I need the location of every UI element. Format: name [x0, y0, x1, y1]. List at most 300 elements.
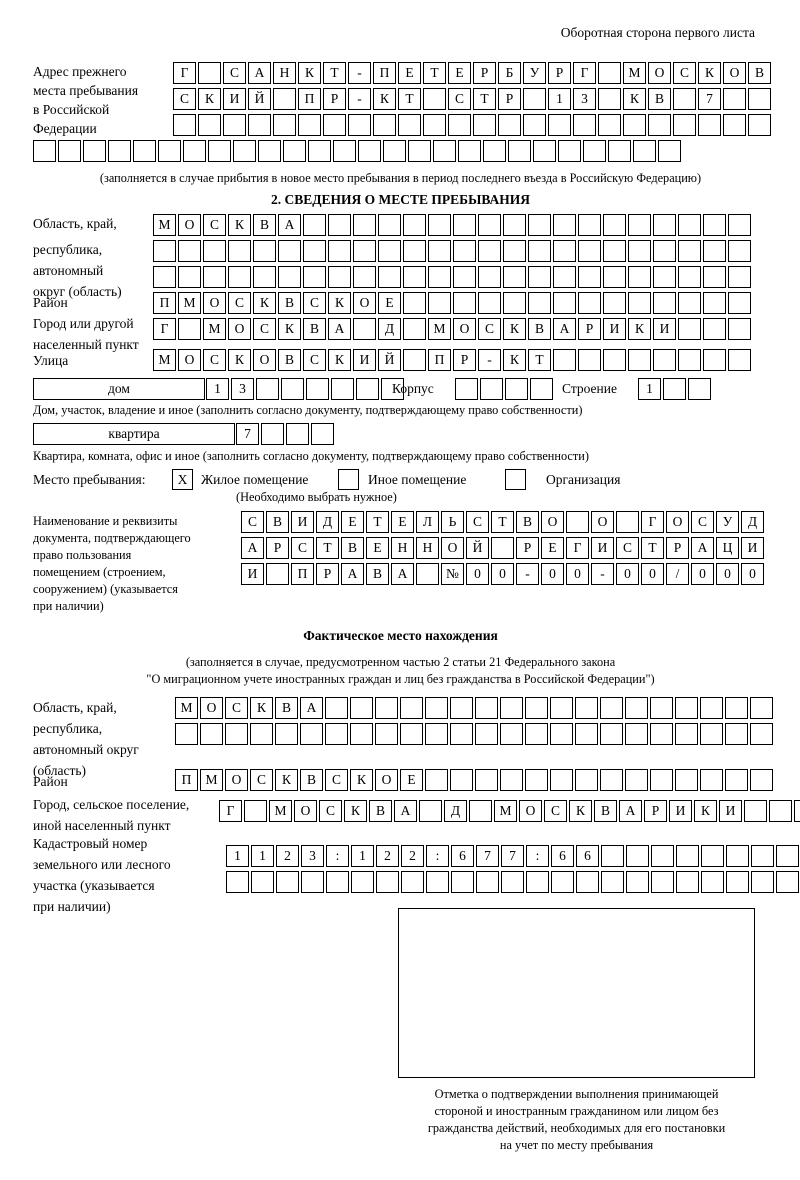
al-district-cell[interactable] [675, 769, 698, 791]
prev-address-cell[interactable]: 3 [573, 88, 596, 110]
prev-address-cell[interactable]: У [523, 62, 546, 84]
prev-address-cell[interactable] [583, 140, 606, 162]
al-region-cell[interactable] [550, 697, 573, 719]
prev-address-cell[interactable]: П [298, 88, 321, 110]
cadastral-cell[interactable] [701, 845, 724, 867]
al-region-cell[interactable] [525, 697, 548, 719]
al-region-cell[interactable]: М [175, 697, 198, 719]
street-cell[interactable]: К [328, 349, 351, 371]
city-cell[interactable]: О [453, 318, 476, 340]
stamp-box[interactable] [398, 908, 755, 1078]
region-cell[interactable] [603, 266, 626, 288]
street-cell[interactable]: В [278, 349, 301, 371]
region-cell[interactable] [378, 214, 401, 236]
al-city-row[interactable] [219, 800, 800, 822]
district-cell[interactable] [428, 292, 451, 314]
region-cell[interactable] [453, 214, 476, 236]
doc-cell[interactable]: Т [366, 511, 389, 533]
prev-address-cell[interactable]: С [448, 88, 471, 110]
prev-address-cell[interactable] [483, 140, 506, 162]
prev-address-cell[interactable] [398, 114, 421, 136]
prev-address-cell[interactable] [698, 114, 721, 136]
doc-cell[interactable] [566, 511, 589, 533]
region-cell[interactable] [428, 214, 451, 236]
al-city-cell[interactable]: К [344, 800, 367, 822]
cadastral-cell[interactable] [601, 871, 624, 893]
region-cell[interactable] [378, 240, 401, 262]
al-city-cell[interactable] [794, 800, 800, 822]
prev-address-cell[interactable] [573, 114, 596, 136]
stay-type-checkbox-organization[interactable] [505, 469, 526, 490]
doc-cell[interactable]: А [691, 537, 714, 559]
cadastral-cell[interactable] [751, 871, 774, 893]
city-cell[interactable]: И [653, 318, 676, 340]
city-cell[interactable]: К [628, 318, 651, 340]
al-region-cell[interactable] [475, 697, 498, 719]
al-region-cell[interactable] [650, 697, 673, 719]
al-region-cell[interactable]: С [225, 697, 248, 719]
region-cell[interactable]: М [153, 214, 176, 236]
doc-cell[interactable]: И [291, 511, 314, 533]
city-cell[interactable] [403, 318, 426, 340]
al-region-cell[interactable] [425, 723, 448, 745]
al-district-cell[interactable]: М [200, 769, 223, 791]
stay-type-checkbox-other[interactable] [338, 469, 359, 490]
district-cell[interactable] [478, 292, 501, 314]
house-cell[interactable] [356, 378, 379, 400]
city-cell[interactable] [353, 318, 376, 340]
region-cell[interactable] [278, 266, 301, 288]
cadastral-cell[interactable] [326, 871, 349, 893]
house-cell[interactable] [256, 378, 279, 400]
doc-cell[interactable]: В [366, 563, 389, 585]
house-number-row[interactable] [206, 378, 404, 400]
cadastral-cell[interactable]: 6 [551, 845, 574, 867]
cadastral-cell[interactable] [726, 871, 749, 893]
doc-cell[interactable]: А [341, 563, 364, 585]
doc-cell[interactable]: Т [316, 537, 339, 559]
flat-number-row[interactable] [236, 423, 334, 445]
prev-address-cell[interactable] [598, 62, 621, 84]
city-cell[interactable] [678, 318, 701, 340]
city-cell[interactable]: К [503, 318, 526, 340]
prev-address-cell[interactable] [348, 114, 371, 136]
doc-cell[interactable]: О [541, 511, 564, 533]
doc-cell[interactable]: Й [466, 537, 489, 559]
prev-address-cell[interactable] [533, 140, 556, 162]
al-district-cell[interactable] [750, 769, 773, 791]
doc-cell[interactable]: С [466, 511, 489, 533]
prev-address-cell[interactable]: Р [498, 88, 521, 110]
korpus-cell[interactable] [480, 378, 503, 400]
doc-cell[interactable]: С [241, 511, 264, 533]
prev-address-cell[interactable] [323, 114, 346, 136]
prev-address-row-3[interactable] [173, 114, 771, 136]
al-region-cell[interactable] [650, 723, 673, 745]
cadastral-cell[interactable] [226, 871, 249, 893]
district-cell[interactable] [628, 292, 651, 314]
al-district-cell[interactable] [625, 769, 648, 791]
city-cell[interactable]: Г [153, 318, 176, 340]
city-cell[interactable]: М [428, 318, 451, 340]
street-cell[interactable]: О [253, 349, 276, 371]
doc-cell[interactable]: - [516, 563, 539, 585]
doc-cell[interactable]: О [441, 537, 464, 559]
al-district-cell[interactable]: С [250, 769, 273, 791]
al-region-cell[interactable] [550, 723, 573, 745]
street-cell[interactable]: - [478, 349, 501, 371]
prev-address-cell[interactable]: О [723, 62, 746, 84]
street-cell[interactable] [653, 349, 676, 371]
doc-cell[interactable]: Т [641, 537, 664, 559]
region-cell[interactable] [203, 266, 226, 288]
region-cell[interactable] [528, 266, 551, 288]
al-region-cell[interactable] [750, 723, 773, 745]
city-cell[interactable]: С [253, 318, 276, 340]
prev-address-cell[interactable]: Р [548, 62, 571, 84]
prev-address-cell[interactable] [333, 140, 356, 162]
prev-address-cell[interactable] [358, 140, 381, 162]
stroenie-row[interactable] [638, 378, 711, 400]
district-cell[interactable] [653, 292, 676, 314]
street-cell[interactable]: К [503, 349, 526, 371]
region-cell[interactable] [253, 240, 276, 262]
al-region-cell[interactable] [275, 723, 298, 745]
prev-address-cell[interactable] [383, 140, 406, 162]
korpus-cell[interactable] [530, 378, 553, 400]
al-city-cell[interactable]: Д [444, 800, 467, 822]
street-cell[interactable]: С [303, 349, 326, 371]
doc-cell[interactable]: В [341, 537, 364, 559]
district-cell[interactable]: В [278, 292, 301, 314]
doc-cell[interactable]: В [266, 511, 289, 533]
flat-cell[interactable] [311, 423, 334, 445]
al-region-cell[interactable] [725, 697, 748, 719]
cadastral-cell[interactable] [651, 871, 674, 893]
street-cell[interactable]: И [353, 349, 376, 371]
cadastral-cell[interactable] [451, 871, 474, 893]
district-cell[interactable] [553, 292, 576, 314]
city-cell[interactable]: Р [578, 318, 601, 340]
prev-address-cell[interactable] [473, 114, 496, 136]
prev-address-cell[interactable] [208, 140, 231, 162]
prev-address-cell[interactable] [748, 88, 771, 110]
prev-address-cell[interactable]: Т [323, 62, 346, 84]
al-city-cell[interactable] [419, 800, 442, 822]
region-cell[interactable] [303, 266, 326, 288]
flat-cell[interactable]: 7 [236, 423, 259, 445]
cadastral-cell[interactable] [676, 871, 699, 893]
doc-cell[interactable]: У [716, 511, 739, 533]
region-cell[interactable] [478, 266, 501, 288]
region-cell[interactable] [178, 266, 201, 288]
al-city-cell[interactable]: С [544, 800, 567, 822]
al-region-cell[interactable] [675, 723, 698, 745]
prev-address-cell[interactable]: К [623, 88, 646, 110]
city-cell[interactable]: К [278, 318, 301, 340]
cadastral-cell[interactable] [701, 871, 724, 893]
doc-cell[interactable]: № [441, 563, 464, 585]
doc-cell[interactable]: Р [666, 537, 689, 559]
region-cell[interactable] [578, 214, 601, 236]
region-cell[interactable] [478, 214, 501, 236]
al-region-cell[interactable] [375, 723, 398, 745]
city-cell[interactable] [703, 318, 726, 340]
doc-cell[interactable]: Г [566, 537, 589, 559]
region-cell[interactable] [678, 214, 701, 236]
region-row-3[interactable] [153, 266, 751, 288]
prev-address-cell[interactable]: Г [573, 62, 596, 84]
prev-address-cell[interactable]: К [373, 88, 396, 110]
prev-address-cell[interactable] [633, 140, 656, 162]
district-cell[interactable]: О [203, 292, 226, 314]
region-cell[interactable] [728, 240, 751, 262]
prev-address-cell[interactable] [173, 114, 196, 136]
al-region-cell[interactable] [400, 697, 423, 719]
prev-address-cell[interactable] [308, 140, 331, 162]
al-region-cell[interactable] [350, 723, 373, 745]
al-city-cell[interactable]: А [394, 800, 417, 822]
cadastral-cell[interactable] [651, 845, 674, 867]
street-cell[interactable]: С [203, 349, 226, 371]
street-cell[interactable] [628, 349, 651, 371]
region-cell[interactable] [253, 266, 276, 288]
stroenie-cell[interactable]: 1 [638, 378, 661, 400]
region-cell[interactable] [578, 266, 601, 288]
district-cell[interactable] [603, 292, 626, 314]
doc-cell[interactable]: Ц [716, 537, 739, 559]
prev-address-cell[interactable] [283, 140, 306, 162]
al-city-cell[interactable]: М [269, 800, 292, 822]
doc-cell[interactable]: П [291, 563, 314, 585]
region-cell[interactable] [503, 266, 526, 288]
street-cell[interactable] [553, 349, 576, 371]
prev-address-cell[interactable] [83, 140, 106, 162]
al-district-cell[interactable] [650, 769, 673, 791]
region-cell[interactable] [553, 240, 576, 262]
al-region-cell[interactable] [600, 723, 623, 745]
region-cell[interactable] [378, 266, 401, 288]
al-region-cell[interactable] [400, 723, 423, 745]
prev-address-cell[interactable] [158, 140, 181, 162]
street-cell[interactable] [703, 349, 726, 371]
house-cell[interactable] [331, 378, 354, 400]
prev-address-cell[interactable] [233, 140, 256, 162]
stay-type-option-other[interactable]: Иное помещение [368, 472, 467, 487]
al-region-cell[interactable] [725, 723, 748, 745]
al-region-cell[interactable] [250, 723, 273, 745]
district-cell[interactable] [728, 292, 751, 314]
prev-address-cell[interactable] [298, 114, 321, 136]
al-district-cell[interactable] [700, 769, 723, 791]
stay-type-checkbox-residential[interactable]: X [172, 469, 193, 490]
street-cell[interactable]: К [228, 349, 251, 371]
al-region-cell[interactable] [625, 723, 648, 745]
prev-address-cell[interactable]: М [623, 62, 646, 84]
prev-address-cell[interactable] [108, 140, 131, 162]
doc-cell[interactable]: 0 [691, 563, 714, 585]
al-district-cell[interactable]: Е [400, 769, 423, 791]
region-cell[interactable] [728, 266, 751, 288]
district-cell[interactable]: М [178, 292, 201, 314]
al-region-cell[interactable]: О [200, 697, 223, 719]
doc-cell[interactable]: Т [491, 511, 514, 533]
street-cell[interactable] [403, 349, 426, 371]
region-cell[interactable]: А [278, 214, 301, 236]
cadastral-cell[interactable] [276, 871, 299, 893]
doc-cell[interactable] [616, 511, 639, 533]
al-region-cell[interactable] [575, 723, 598, 745]
region-cell[interactable] [678, 266, 701, 288]
cadastral-cell[interactable] [476, 871, 499, 893]
doc-cell[interactable]: И [241, 563, 264, 585]
region-cell[interactable] [703, 214, 726, 236]
street-cell[interactable]: Й [378, 349, 401, 371]
region-cell[interactable] [503, 240, 526, 262]
region-cell[interactable] [603, 240, 626, 262]
cadastral-cell[interactable]: 1 [226, 845, 249, 867]
al-region-row-2[interactable] [175, 723, 773, 745]
doc-cell[interactable]: 0 [491, 563, 514, 585]
doc-cell[interactable]: И [741, 537, 764, 559]
region-cell[interactable] [353, 266, 376, 288]
prev-address-cell[interactable] [33, 140, 56, 162]
region-cell[interactable] [453, 266, 476, 288]
region-cell[interactable] [703, 240, 726, 262]
region-cell[interactable] [353, 240, 376, 262]
al-district-cell[interactable] [500, 769, 523, 791]
district-cell[interactable]: К [253, 292, 276, 314]
al-city-cell[interactable]: С [319, 800, 342, 822]
al-region-cell[interactable] [200, 723, 223, 745]
prev-address-cell[interactable] [608, 140, 631, 162]
flat-cell[interactable] [286, 423, 309, 445]
region-cell[interactable] [153, 240, 176, 262]
cadastral-cell[interactable]: 2 [276, 845, 299, 867]
al-district-cell[interactable]: О [225, 769, 248, 791]
doc-cell[interactable]: Е [391, 511, 414, 533]
al-region-cell[interactable] [325, 697, 348, 719]
cadastral-cell[interactable] [301, 871, 324, 893]
district-cell[interactable]: П [153, 292, 176, 314]
prev-address-cell[interactable] [448, 114, 471, 136]
al-region-cell[interactable] [700, 697, 723, 719]
cadastral-cell[interactable]: 3 [301, 845, 324, 867]
city-cell[interactable]: В [528, 318, 551, 340]
cadastral-cell[interactable]: 6 [576, 845, 599, 867]
prev-address-cell[interactable]: Т [398, 88, 421, 110]
doc-cell[interactable]: Ь [441, 511, 464, 533]
region-cell[interactable] [703, 266, 726, 288]
al-region-cell[interactable] [175, 723, 198, 745]
al-district-row[interactable] [175, 769, 773, 791]
prev-address-cell[interactable] [458, 140, 481, 162]
al-district-cell[interactable]: В [300, 769, 323, 791]
region-cell[interactable] [628, 214, 651, 236]
doc-row-1[interactable] [241, 511, 764, 533]
al-region-cell[interactable] [475, 723, 498, 745]
city-cell[interactable] [178, 318, 201, 340]
region-cell[interactable] [303, 214, 326, 236]
stroenie-cell[interactable] [663, 378, 686, 400]
prev-address-row-2[interactable] [173, 88, 771, 110]
house-cell[interactable]: 3 [231, 378, 254, 400]
al-city-cell[interactable] [769, 800, 792, 822]
region-cell[interactable]: С [203, 214, 226, 236]
al-district-cell[interactable]: П [175, 769, 198, 791]
cadastral-cell[interactable] [601, 845, 624, 867]
prev-address-cell[interactable] [658, 140, 681, 162]
doc-cell[interactable] [416, 563, 439, 585]
al-region-cell[interactable]: А [300, 697, 323, 719]
prev-address-cell[interactable] [198, 114, 221, 136]
street-cell[interactable]: М [153, 349, 176, 371]
cadastral-row-2[interactable] [226, 871, 800, 893]
prev-address-cell[interactable]: - [348, 88, 371, 110]
region-cell[interactable] [328, 240, 351, 262]
al-city-cell[interactable]: О [294, 800, 317, 822]
al-district-cell[interactable] [525, 769, 548, 791]
al-region-row-1[interactable] [175, 697, 773, 719]
prev-address-cell[interactable]: Р [473, 62, 496, 84]
prev-address-cell[interactable]: И [223, 88, 246, 110]
prev-address-cell[interactable] [523, 88, 546, 110]
prev-address-cell[interactable]: С [673, 62, 696, 84]
al-region-cell[interactable] [500, 697, 523, 719]
doc-cell[interactable]: Е [366, 537, 389, 559]
district-cell[interactable]: С [228, 292, 251, 314]
doc-cell[interactable]: Д [741, 511, 764, 533]
doc-cell[interactable]: О [666, 511, 689, 533]
doc-cell[interactable]: А [241, 537, 264, 559]
al-city-cell[interactable]: И [719, 800, 742, 822]
doc-row-2[interactable] [241, 537, 764, 559]
region-cell[interactable] [478, 240, 501, 262]
district-cell[interactable] [503, 292, 526, 314]
cadastral-row-1[interactable] [226, 845, 800, 867]
prev-address-cell[interactable] [248, 114, 271, 136]
prev-address-cell[interactable] [723, 88, 746, 110]
street-cell[interactable]: О [178, 349, 201, 371]
district-cell[interactable] [528, 292, 551, 314]
city-cell[interactable]: А [553, 318, 576, 340]
doc-cell[interactable]: 0 [741, 563, 764, 585]
al-region-cell[interactable] [225, 723, 248, 745]
al-district-cell[interactable] [600, 769, 623, 791]
prev-address-cell[interactable]: Т [473, 88, 496, 110]
district-cell[interactable] [703, 292, 726, 314]
prev-address-cell[interactable] [498, 114, 521, 136]
prev-address-cell[interactable] [508, 140, 531, 162]
city-cell[interactable] [728, 318, 751, 340]
al-city-cell[interactable]: К [694, 800, 717, 822]
region-cell[interactable] [153, 266, 176, 288]
district-cell[interactable]: С [303, 292, 326, 314]
region-cell[interactable] [428, 266, 451, 288]
region-cell[interactable] [228, 266, 251, 288]
al-region-cell[interactable] [675, 697, 698, 719]
region-cell[interactable] [653, 240, 676, 262]
region-cell[interactable] [178, 240, 201, 262]
region-cell[interactable]: В [253, 214, 276, 236]
cadastral-cell[interactable]: 7 [476, 845, 499, 867]
prev-address-cell[interactable]: К [698, 62, 721, 84]
region-cell[interactable] [653, 214, 676, 236]
al-region-cell[interactable] [300, 723, 323, 745]
prev-address-cell[interactable]: Т [423, 62, 446, 84]
al-region-cell[interactable] [350, 697, 373, 719]
doc-cell[interactable]: Н [416, 537, 439, 559]
